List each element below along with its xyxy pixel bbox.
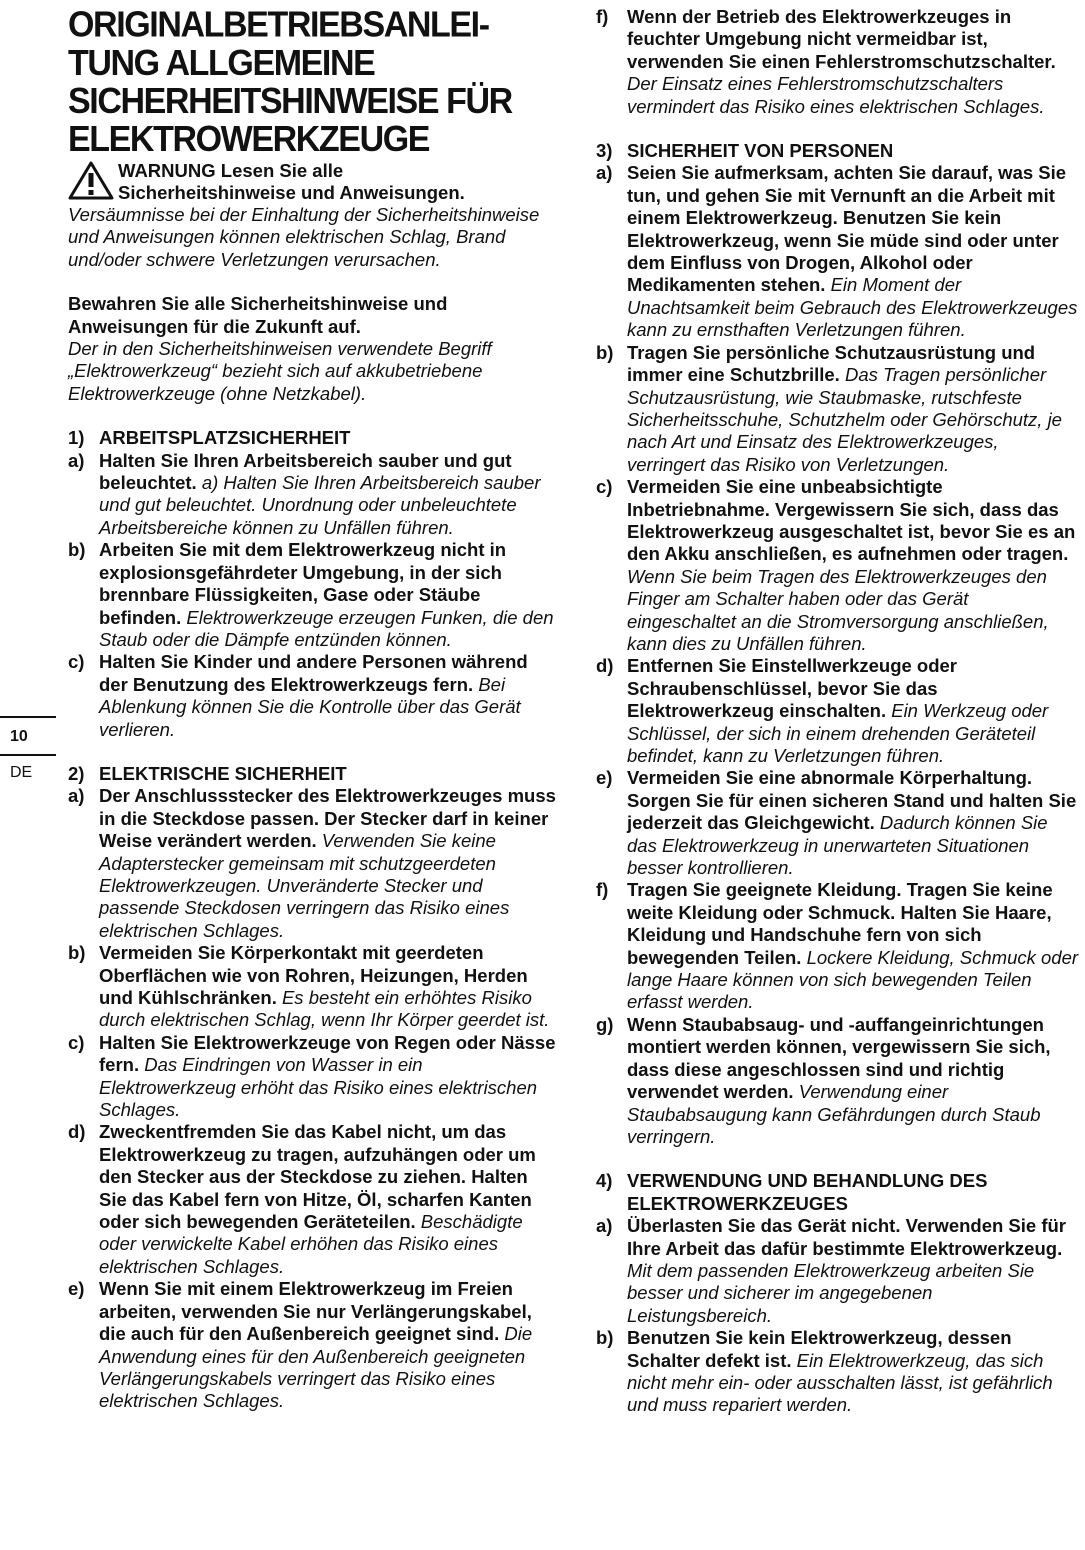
- section-title: SICHERHEIT VON PERSONEN: [627, 140, 894, 162]
- item-letter: c): [68, 1031, 85, 1053]
- list-item: [68, 1032, 560, 1122]
- item-letter: f): [596, 6, 609, 27]
- list-item: [596, 162, 1080, 341]
- list-item: [68, 539, 560, 651]
- item-letter: a): [68, 785, 85, 807]
- warning-line-1: WARNUNG Lesen Sie alle: [118, 160, 344, 181]
- item-text: Das Eindringen von Wasser in ein Elektrowerkzeug erhöht das Risiko eines elektrischen Schlages.: [99, 1054, 538, 1121]
- list-item: [596, 1014, 1080, 1148]
- item-bold: Halten Sie Ihren Arbeitsbereich sauber und gut beleuchtet.: [99, 449, 512, 494]
- item-text: Wenn Sie beim Tragen des Elektrowerkzeuges den Finger am Schalter haben oder das Gerät eingeschaltet an die Stromversorgung anschließen, kann dies zu Unfällen führen.: [627, 565, 1049, 654]
- list-item: [596, 879, 1080, 1013]
- list-item: [596, 6, 1080, 118]
- warning-triangle-icon: [68, 160, 114, 200]
- page-marker: [0, 716, 56, 782]
- item-bold: Halten Sie Elektrowerkzeuge von Regen oder Nässe fern.: [99, 1031, 556, 1076]
- item-letter: a): [596, 1215, 613, 1237]
- item-letter: a): [68, 449, 85, 471]
- left-column: [68, 6, 560, 1413]
- item-bold: Vermeiden Sie eine unbeabsichtigte Inbetriebnahme. Vergewissern Sie sich, dass das Elektrowerkzeug ausgeschaltet ist, bevor Sie es an den Akku anschließen, es aufnehmen oder tragen.: [627, 476, 1076, 565]
- item-text: Der Einsatz eines Fehlerstromschutzschalters vermindert das Risiko eines elektrischen Schlages.: [627, 73, 1045, 117]
- item-text: Elektrowerkzeuge erzeugen Funken, die den Staub oder die Dämpfe entzünden können.: [99, 606, 554, 650]
- section-number: 3): [596, 140, 613, 162]
- item-letter: e): [68, 1278, 85, 1300]
- section-heading: [68, 763, 560, 785]
- title-line: TUNG ALLGEMEINE: [68, 43, 375, 84]
- item-bold: Seien Sie aufmerksam, achten Sie darauf, was Sie tun, und gehen Sie mit Vernunft an die Arbeit mit einem Elektrowerkzeug. Benutzen Sie kein Elektrowerkzeug, wenn Sie müde sind oder unter dem Einfluss von Drogen, Alkohol oder Medikamenten stehen.: [627, 162, 1067, 296]
- list-item: [596, 655, 1080, 767]
- section-heading: [596, 1170, 1080, 1215]
- item-text: Das Tragen persönlicher Schutzausrüstung, wie Staubmaske, rutschfeste Sicherheitsschuhe, Schutzhelm oder Gehörschutz, je nach Art und Einsatz des Elektrowerkzeuges, verringert das Risiko von Verletzungen.: [627, 364, 1062, 475]
- item-letter: f): [596, 879, 609, 901]
- item-text: Lockere Kleidung, Schmuck oder lange Haare können von sich bewegenden Teilen erfasst werden.: [627, 946, 1079, 1013]
- warning-block: [68, 160, 560, 204]
- item-bold: Der Anschlussstecker des Elektrowerkzeuges muss in die Steckdose passen. Der Stecker darf in keiner Weise verändert werden.: [99, 785, 556, 852]
- item-text: Es besteht ein erhöhtes Risiko durch elektrischen Schlag, wenn Ihr Körper geerdet ist.: [99, 987, 550, 1031]
- item-letter: g): [596, 1013, 614, 1035]
- item-text: a) Halten Sie Ihren Arbeitsbereich sauber und gut beleuchtet. Unordnung oder unbeleuchtete Arbeitsbereiche können zu Unfällen führen.: [99, 472, 541, 538]
- item-text: Ein Elektrowerkzeug, das sich nicht mehr ein- oder ausschalten lässt, ist gefährlich und muss repariert werden.: [627, 1349, 1053, 1416]
- item-text: Ein Werkzeug oder Schlüssel, der sich in einem drehenden Geräteteil befindet, kann zu Verletzungen führen.: [627, 700, 1049, 766]
- item-letter: b): [68, 942, 86, 964]
- section-title: VERWENDUNG UND BEHANDLUNG DES ELEKTROWERKZEUGES: [627, 1170, 988, 1214]
- item-letter: a): [596, 162, 613, 184]
- item-bold: Benutzen Sie kein Elektrowerkzeug, dessen Schalter defekt ist.: [627, 1327, 1012, 1371]
- item-bold: Wenn Staubabsaug- und -auffangeinrichtungen montiert werden können, vergewissern Sie sich, dass diese angeschlossen sind und richtig verwendet werden.: [627, 1013, 1051, 1103]
- section-number: 1): [68, 427, 85, 449]
- list-item: [68, 450, 560, 540]
- item-text: Mit dem passenden Elektrowerkzeug arbeiten Sie besser und sicherer im angegebenen Leistungsbereich.: [627, 1259, 1035, 1326]
- section-title: ARBEITSPLATZSICHERHEIT: [99, 427, 351, 449]
- item-bold: Halten Sie Kinder und andere Personen während der Benutzung des Elektrowerkzeugs fern.: [99, 651, 528, 695]
- item-letter: d): [596, 655, 614, 677]
- item-letter: d): [68, 1121, 86, 1143]
- item-bold: Tragen Sie geeignete Kleidung. Tragen Sie keine weite Kleidung oder Schmuck. Halten Sie Haare, Kleidung und Handschuhe fern von sich bewegenden Teilen.: [627, 879, 1053, 968]
- item-bold: Zweckentfremden Sie das Kabel nicht, um das Elektrowerkzeug zu tragen, aufzuhängen oder um den Stecker aus der Steckdose zu ziehen. Halten Sie das Kabel fern von Hitze, Öl, scharfen Kanten oder sich bewegenden Geräteteilen.: [99, 1121, 536, 1233]
- right-column: [596, 6, 1080, 1417]
- item-letter: e): [596, 767, 613, 789]
- item-text: Beschädigte oder verwickelte Kabel erhöhen das Risiko eines elektrischen Schlages.: [99, 1211, 523, 1277]
- title-line: SICHERHEITSHINWEISE FÜR: [68, 81, 512, 122]
- list-item: [68, 1278, 560, 1412]
- item-text: Verwendung einer Staubabsaugung kann Gefährdungen durch Staub verringern.: [627, 1081, 1041, 1147]
- page-title: [68, 6, 560, 159]
- section-title: ELEKTRISCHE SICHERHEIT: [99, 762, 347, 784]
- page-number: 10: [10, 728, 28, 745]
- section-number: 4): [596, 1170, 613, 1192]
- item-bold: Entfernen Sie Einstellwerkzeuge oder Schraubenschlüssel, bevor Sie das Elektrowerkzeug einschalten.: [627, 655, 958, 722]
- list-item: [68, 942, 560, 1032]
- item-text: Die Anwendung eines für den Außenbereich geeigneten Verlängerungskabels verringert das Risiko eines elektrischen Schlages.: [99, 1323, 533, 1412]
- list-item: [68, 651, 560, 741]
- item-letter: c): [596, 476, 613, 498]
- item-text: Dadurch können Sie das Elektrowerkzeug in unerwarteten Situationen besser kontrollieren.: [627, 812, 1048, 879]
- section-heading: [596, 140, 1080, 162]
- item-text: Verwenden Sie keine Adapterstecker gemeinsam mit schutzgeerdeten Elektrowerkzeugen. Unveränderte Stecker und passende Steckdosen verringern das Risiko eines elektrischen Schlages.: [99, 830, 510, 941]
- list-item: [596, 767, 1080, 879]
- section-number: 2): [68, 762, 85, 784]
- warning-line-2: Sicherheitshinweise und Anweisungen.: [118, 182, 465, 203]
- title-line: ELEKTROWERKZEUGE: [68, 119, 430, 160]
- list-item: [596, 342, 1080, 476]
- item-text: Ein Moment der Unachtsamkeit beim Gebrauch des Elektrowerkzeuges kann zu ernsthaften Verletzungen führen.: [627, 274, 1078, 341]
- item-bold: Überlasten Sie das Gerät nicht. Verwenden Sie für Ihre Arbeit das dafür bestimmte Elektrowerkzeug.: [627, 1215, 1067, 1259]
- keep-instructions-heading: Bewahren Sie alle Sicherheitshinweise und Anweisungen für die Zukunft auf.: [68, 293, 448, 337]
- list-item: [68, 785, 560, 942]
- section-heading: [68, 427, 560, 449]
- item-bold: Wenn Sie mit einem Elektrowerkzeug im Freien arbeiten, verwenden Sie nur Verlängerungskabel, die auch für den Außenbereich geeignet sind.: [99, 1278, 532, 1345]
- item-bold: Tragen Sie persönliche Schutzausrüstung und immer eine Schutzbrille.: [627, 341, 1036, 386]
- item-letter: b): [596, 341, 614, 363]
- keep-instructions-text: Der in den Sicherheitshinweisen verwendete Begriff „Elektrowerkzeug“ bezieht sich auf akkubetriebene Elektrowerkzeuge (ohne Netzkabel).: [68, 338, 492, 404]
- item-bold: Wenn der Betrieb des Elektrowerkzeuges in feuchter Umgebung nicht vermeidbar ist, verwenden Sie einen Fehlerstromschutzschalter.: [627, 6, 1056, 72]
- language-code: DE: [10, 764, 33, 781]
- list-item: [68, 1121, 560, 1278]
- item-bold: Arbeiten Sie mit dem Elektrowerkzeug nicht in explosionsgefährdeter Umgebung, in der sich brennbare Flüssigkeiten, Gase oder Stäube befinden.: [99, 539, 507, 628]
- item-letter: b): [596, 1327, 614, 1349]
- list-item: [596, 476, 1080, 655]
- warning-text: Versäumnisse bei der Einhaltung der Sicherheitshinweise und Anweisungen können elektrischen Schlag, Brand und/oder schwere Verletzungen verursachen.: [68, 204, 540, 270]
- title-line: ORIGINALBETRIEBSANLEI-: [68, 4, 489, 46]
- item-letter: c): [68, 651, 85, 673]
- item-text: Bei Ablenkung können Sie die Kontrolle über das Gerät verlieren.: [99, 673, 521, 740]
- list-item: [596, 1327, 1080, 1417]
- item-bold: Vermeiden Sie Körperkontakt mit geerdeten Oberflächen wie von Rohren, Heizungen, Herden und Kühlschränken.: [99, 942, 528, 1008]
- list-item: [596, 1215, 1080, 1327]
- item-letter: b): [68, 539, 86, 561]
- item-bold: Vermeiden Sie eine abnormale Körperhaltung. Sorgen Sie für einen sicheren Stand und halten Sie jederzeit das Gleichgewicht.: [627, 767, 1077, 834]
